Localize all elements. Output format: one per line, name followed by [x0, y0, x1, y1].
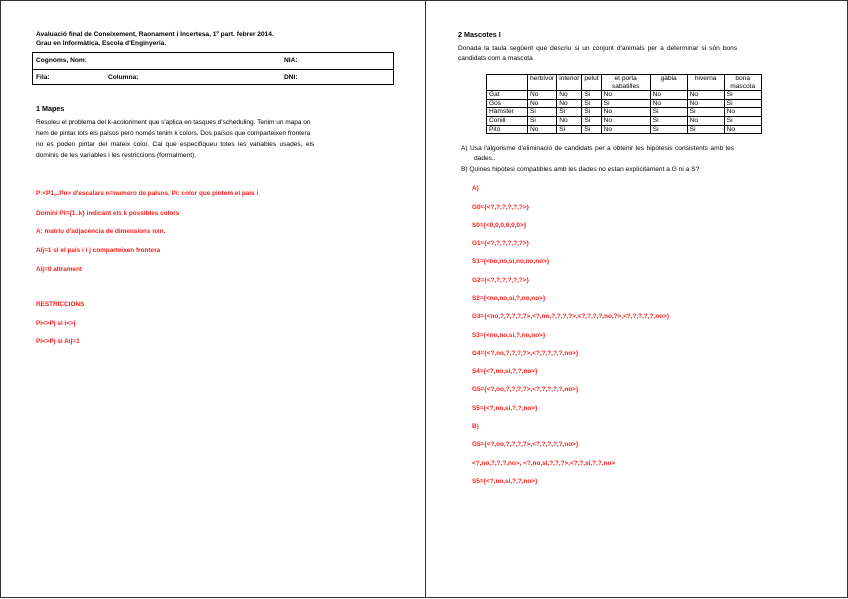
table-cell: Si: [582, 116, 601, 125]
row-label: Fila:: [36, 74, 50, 81]
table-cell: Gos: [487, 99, 528, 108]
question-b: B) Quines hipòtesi compatibles amb les dades no estan explícitament a G ni a S?: [461, 166, 700, 173]
hypothesis-line: G5={<?,no,?,?,?,?>,<?,?,?,?,?,no>}: [472, 441, 579, 448]
table-header-cell: bona mascota: [724, 75, 761, 91]
table-cell: No: [528, 91, 557, 100]
pets-intro-line: candidats com a mascota: [458, 55, 533, 62]
hypothesis-line: G0={<?,?,?,?,?,?>}: [472, 204, 529, 211]
answer-adjacency-matrix: A: matriu d'adjacència de dimensions nxn.: [36, 228, 166, 235]
table-cell: Si: [582, 91, 601, 100]
hypothesis-line: G4={<?,no,?,?,?,?>,<?,?,?,?,?,no>}: [472, 350, 579, 357]
exam-header-line2: Grau en Informàtica, Escola d'Enginyeria.: [36, 40, 167, 47]
table-row: [487, 99, 762, 108]
table-cell: Pitó: [487, 125, 528, 134]
hypothesis-line: <?,no,?,?,?,no>, <?,no,si,?,?,?>,<?,?,si,?,?,no>: [472, 460, 616, 467]
table-cell: Si: [650, 125, 687, 134]
table-cell: Si: [582, 108, 601, 117]
student-info-divider: [33, 69, 393, 70]
hypothesis-line: S5={<?,no,si,?,?,no>}: [472, 478, 538, 485]
table-cell: Si: [601, 99, 650, 108]
maps-paragraph-line: dominis de les variables i les restriccions (formalment).: [36, 152, 197, 159]
table-cell: No: [557, 91, 582, 100]
nia-label: NIA:: [284, 57, 298, 64]
table-cell: Si: [650, 108, 687, 117]
table-cell: No: [601, 108, 650, 117]
pets-intro-line: Donada la taula següent que descriu si un conjunt d'animals per a determinar si són bons: [458, 45, 738, 52]
table-cell: No: [650, 99, 687, 108]
question-a-line: A) Usa l'algorisme d'eliminació de candidats per a obtenir les hipòtesis consistents amb les: [461, 145, 735, 152]
table-cell: No: [687, 91, 724, 100]
table-cell: Si: [582, 125, 601, 134]
hypothesis-line: S0={<0,0,0,0,0,0>}: [472, 222, 527, 229]
table-cell: No: [601, 125, 650, 134]
name-label: Cognoms, Nom:: [36, 57, 87, 64]
table-cell: No: [601, 91, 650, 100]
table-cell: No: [687, 99, 724, 108]
table-cell: Si: [582, 99, 601, 108]
animals-table: [486, 74, 762, 134]
table-header-cell: herbívor: [528, 75, 557, 91]
restrictions-title: RESTRICCIONS: [36, 301, 85, 308]
maps-paragraph-line: Resoleu el problema del k-acoloriment que s'aplica en tasques d'scheduling. Tenim un mapa on: [36, 119, 311, 126]
answer-domain: Domini Pi={1..k} indicant els k possibles colors: [36, 210, 180, 217]
table-header-row: [487, 75, 762, 91]
section-title-maps: 1 Mapes: [36, 104, 65, 113]
table-cell: No: [528, 125, 557, 134]
table-cell: No: [557, 99, 582, 108]
hypothesis-line: S5={<?,no,si,?,?,no>}: [472, 405, 538, 412]
table-cell: No: [724, 125, 761, 134]
table-row: [487, 91, 762, 100]
restriction-item: Pi<>Pj si i<>j: [36, 320, 76, 327]
maps-paragraph-line: no es poden pintar del mateix color. Cal que especifiqueu totes les variables usades, els: [36, 141, 315, 148]
table-cell: No: [650, 91, 687, 100]
hypothesis-line: G5={<?,no,?,?,?,?>,<?,?,?,?,?,no>}: [472, 386, 579, 393]
answer-adjacency-false: Aij=0 altrament: [36, 266, 82, 273]
column-label: Columna:: [108, 74, 139, 81]
question-a-line: dades..: [474, 155, 496, 162]
dni-label: DNI:: [284, 74, 298, 81]
table-cell: Si: [687, 108, 724, 117]
maps-paragraph-line: hem de pintar tots els països però només tenim k colors. Dos països que comparteixen frontera: [36, 130, 311, 137]
answers-a-label: A): [472, 185, 479, 192]
hypothesis-line: S1={<no,no,si,no,no,no>}: [472, 258, 550, 265]
table-header-cell: [487, 75, 528, 91]
table-header-cell: et porta sabatilles: [601, 75, 650, 91]
answer-variables: P:<P1,..Pn> d'escalars n=numero de països. Pi: color que pintem el país i: [36, 190, 259, 197]
table-cell: Si: [557, 125, 582, 134]
table-cell: Conill: [487, 116, 528, 125]
table-row: [487, 125, 762, 134]
hypothesis-line: G2={<?,?,?,?,?,?>}: [472, 277, 529, 284]
table-cell: Gat: [487, 91, 528, 100]
table-cell: Hàmster: [487, 108, 528, 117]
restriction-item: Pi<>Pj si Aij=1: [36, 338, 80, 345]
table-cell: No: [528, 99, 557, 108]
table-cell: No: [601, 116, 650, 125]
section-title-pets: 2 Mascotes I: [458, 30, 501, 39]
table-cell: No: [557, 116, 582, 125]
table-cell: Si: [650, 116, 687, 125]
hypothesis-line: G3={<no,?,?,?,?,?>,<?,no,?,?,?,?>,<?,?,?,?,no,?>,<?,?,?,?,?,no>}: [472, 313, 670, 320]
table-cell: Si: [528, 108, 557, 117]
table-header-cell: pelut: [582, 75, 601, 91]
hypothesis-line: S4={<?,no,si,?,?,no>}: [472, 368, 538, 375]
table-header-cell: hiverna: [687, 75, 724, 91]
table-cell: No: [724, 108, 761, 117]
table-row: [487, 108, 762, 117]
table-cell: Si: [687, 125, 724, 134]
answers-b-label: B): [472, 423, 479, 430]
table-row: [487, 116, 762, 125]
table-header-cell: gàbia: [650, 75, 687, 91]
table-header-cell: interior: [557, 75, 582, 91]
exam-header-line1: Avaluació final de Coneixement, Raonament i Incertesa, 1º part. febrer 2014.: [36, 31, 274, 38]
table-cell: Si: [528, 116, 557, 125]
table-cell: Si: [724, 116, 761, 125]
hypothesis-line: S2={<no,no,si,?,no,no>}: [472, 295, 546, 302]
table-cell: Si: [724, 99, 761, 108]
answer-adjacency-true: Aij=1 si el país i i j comparteixen frontera: [36, 247, 161, 254]
table-cell: No: [687, 116, 724, 125]
hypothesis-line: G1={<?,?,?,?,?,?>}: [472, 240, 529, 247]
table-cell: Si: [724, 91, 761, 100]
table-cell: Si: [557, 108, 582, 117]
hypothesis-line: S3={<no,no,si,?,no,no>}: [472, 332, 546, 339]
